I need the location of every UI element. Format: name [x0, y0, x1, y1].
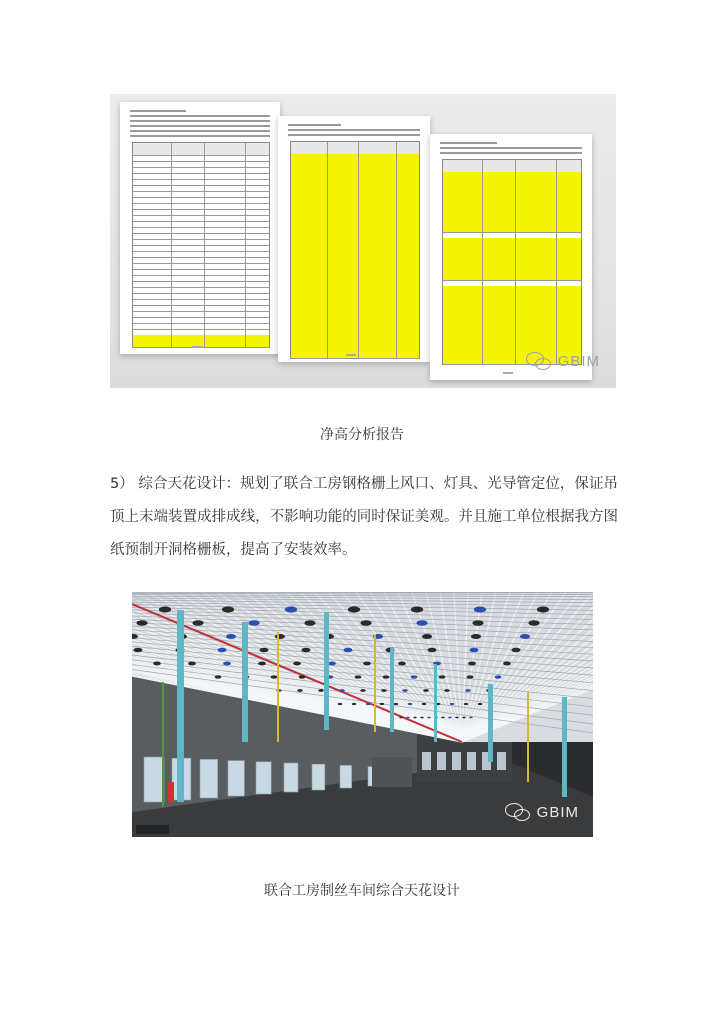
- ceiling-fixture: [520, 634, 530, 639]
- ceiling-fixture: [302, 648, 311, 652]
- gbim-watermark-2: [505, 803, 579, 821]
- wechat-icon: [505, 803, 531, 821]
- ceiling-fixture: [402, 689, 408, 692]
- ceiling-render-graphic: [132, 592, 593, 837]
- sheet-text-line: [440, 142, 497, 144]
- sheet-text-line: [130, 110, 186, 112]
- vertical-pipe: [324, 612, 329, 730]
- ceiling-fixture: [411, 606, 423, 612]
- ceiling-fixture: [192, 620, 203, 626]
- ceiling-fixture: [380, 703, 384, 705]
- watermark-text: GBIM: [557, 352, 600, 370]
- ceiling-fixture: [285, 606, 297, 612]
- ceiling-fixture: [478, 703, 482, 705]
- ceiling-fixture: [420, 717, 423, 719]
- sheet-page-number: [192, 346, 202, 348]
- vertical-pipe: [162, 682, 164, 807]
- ceiling-fixture: [248, 620, 259, 626]
- ceiling-fixture: [348, 606, 360, 612]
- ceiling-fixture: [469, 717, 472, 719]
- floor-equipment: [372, 757, 412, 787]
- ceiling-fixture: [188, 662, 196, 666]
- far-window: [422, 752, 431, 770]
- window: [200, 759, 218, 798]
- vertical-pipe: [390, 647, 394, 732]
- sheet-table-column: [482, 160, 483, 364]
- ceiling-fixture: [360, 689, 366, 692]
- ceiling-fixture: [275, 634, 285, 639]
- ceiling-fixture: [360, 620, 371, 626]
- ceiling-fixture: [299, 675, 306, 678]
- ceiling-fixture: [328, 662, 336, 666]
- ceiling-fixture: [136, 620, 147, 626]
- ceiling-fixture: [528, 620, 539, 626]
- sheet-table-column: [396, 142, 397, 358]
- sheet-text-line: [130, 125, 270, 127]
- sheet-table-column: [171, 143, 172, 347]
- sheet-text-line: [130, 120, 270, 122]
- sheet-table: [132, 142, 270, 348]
- ceiling-fixture: [413, 717, 416, 719]
- ceiling-fixture: [444, 689, 450, 692]
- window: [228, 761, 244, 796]
- ceiling-fixture: [297, 689, 303, 692]
- report-sheet-right: [430, 134, 592, 380]
- body-paragraph: [110, 468, 618, 567]
- sheet-table-column: [245, 143, 246, 347]
- vertical-pipe: [177, 610, 184, 802]
- vertical-pipe: [562, 697, 567, 797]
- ceiling-fixture: [439, 675, 446, 678]
- ceiling-fixture: [450, 703, 454, 705]
- sheet-text-line: [288, 129, 420, 131]
- ceiling-fixture: [271, 675, 278, 678]
- sheet-text-line: [130, 135, 270, 137]
- ceiling-fixture: [344, 648, 353, 652]
- ceiling-fixture: [318, 689, 324, 692]
- vertical-pipe: [434, 664, 437, 742]
- ceiling-fixture: [470, 648, 479, 652]
- ceiling-fixture: [428, 648, 437, 652]
- ceiling-fixture: [441, 717, 444, 719]
- ceiling-fixture: [448, 717, 451, 719]
- watermark-text: GBIM: [536, 803, 579, 821]
- ceiling-fixture: [304, 620, 315, 626]
- ceiling-fixture: [134, 648, 143, 652]
- window: [256, 762, 271, 794]
- window: [340, 765, 352, 788]
- ceiling-fixture: [398, 662, 406, 666]
- ceiling-fixture: [363, 662, 371, 666]
- ceiling-fixture: [159, 606, 171, 612]
- ceiling-fixture: [427, 717, 430, 719]
- window: [312, 764, 325, 790]
- paragraph-text: 5） 综合天花设计：规划了联合工房钢格栅上风口、灯具、光导管定位，保证吊顶上末端装置成排成线，不影响功能的同时保证美观。并且施工单位根据我方图纸预制开洞格栅板，提高了安装效率。: [110, 476, 618, 558]
- ceiling-render: [132, 592, 593, 837]
- far-window: [467, 752, 476, 770]
- ceiling-fixture: [416, 620, 427, 626]
- ceiling-fixture: [218, 648, 227, 652]
- vertical-pipe: [527, 692, 529, 782]
- vertical-pipe: [488, 684, 493, 762]
- vertical-pipe: [374, 634, 376, 732]
- sheet-table-column: [515, 160, 516, 364]
- ceiling-fixture: [537, 606, 549, 612]
- sheet-table-column: [327, 142, 328, 358]
- gbim-watermark-1: [526, 352, 600, 370]
- ceiling-fixture: [215, 675, 222, 678]
- ceiling-fixture: [465, 689, 471, 692]
- ceiling-fixture: [366, 703, 370, 705]
- ceiling-fixture: [464, 703, 468, 705]
- far-window: [452, 752, 461, 770]
- equipment-red: [168, 782, 174, 802]
- sheet-table-column: [204, 143, 205, 347]
- sheet-page-number: [503, 372, 513, 374]
- ceiling-fixture: [352, 703, 356, 705]
- ceiling-fixture: [512, 648, 521, 652]
- ceiling-fixture: [153, 662, 161, 666]
- figure2-caption: 联合工房制丝车间综合天花设计: [264, 883, 460, 899]
- sheet-text-line: [288, 134, 420, 136]
- sheet-table: [290, 141, 420, 359]
- far-window: [437, 752, 446, 770]
- sheet-table: [442, 159, 582, 365]
- ceiling-fixture: [471, 634, 481, 639]
- sheet-text-line: [130, 115, 270, 117]
- ceiling-fixture: [406, 717, 409, 719]
- ceiling-fixture: [222, 606, 234, 612]
- ceiling-fixture: [226, 634, 236, 639]
- ceiling-fixture: [399, 717, 402, 719]
- ceiling-fixture: [408, 703, 412, 705]
- ceiling-fixture: [422, 634, 432, 639]
- sheet-text-line: [440, 152, 582, 154]
- ceiling-fixture: [258, 662, 266, 666]
- ceiling-fixture: [339, 689, 345, 692]
- report-sheet-middle: [278, 116, 430, 362]
- ceiling-fixture: [503, 662, 511, 666]
- ceiling-fixture: [223, 662, 231, 666]
- ceiling-fixture: [468, 662, 476, 666]
- ceiling-fixture: [495, 675, 502, 678]
- window: [284, 763, 298, 792]
- sheet-text-line: [130, 130, 270, 132]
- ceiling-fixture: [467, 675, 474, 678]
- ceiling-fixture: [474, 606, 486, 612]
- sheet-table-column: [556, 160, 557, 364]
- wechat-icon: [526, 352, 552, 370]
- ceiling-fixture: [394, 703, 398, 705]
- report-photo: [110, 94, 616, 388]
- sheet-table-column: [358, 142, 359, 358]
- ceiling-fixture: [422, 703, 426, 705]
- ceiling-fixture: [455, 717, 458, 719]
- far-window: [497, 752, 506, 770]
- sheet-page-number: [346, 354, 356, 356]
- sheet-text-line: [440, 147, 582, 149]
- ceiling-fixture: [411, 675, 418, 678]
- ceiling-fixture: [383, 675, 390, 678]
- ceiling-fixture: [260, 648, 269, 652]
- ceiling-fixture: [462, 717, 465, 719]
- vertical-pipe: [277, 632, 279, 742]
- report-sheet-left: [120, 102, 280, 354]
- window: [144, 757, 164, 802]
- ceiling-fixture: [293, 662, 301, 666]
- figure1-caption: 净高分析报告: [320, 427, 404, 443]
- ceiling-fixture: [355, 675, 362, 678]
- ceiling-fixture: [338, 703, 342, 705]
- vertical-pipe: [242, 622, 248, 742]
- ceiling-fixture: [472, 620, 483, 626]
- viewer-status-bar: [136, 825, 169, 834]
- ceiling-fixture: [423, 689, 429, 692]
- ceiling-fixture: [381, 689, 387, 692]
- sheet-text-line: [288, 124, 341, 126]
